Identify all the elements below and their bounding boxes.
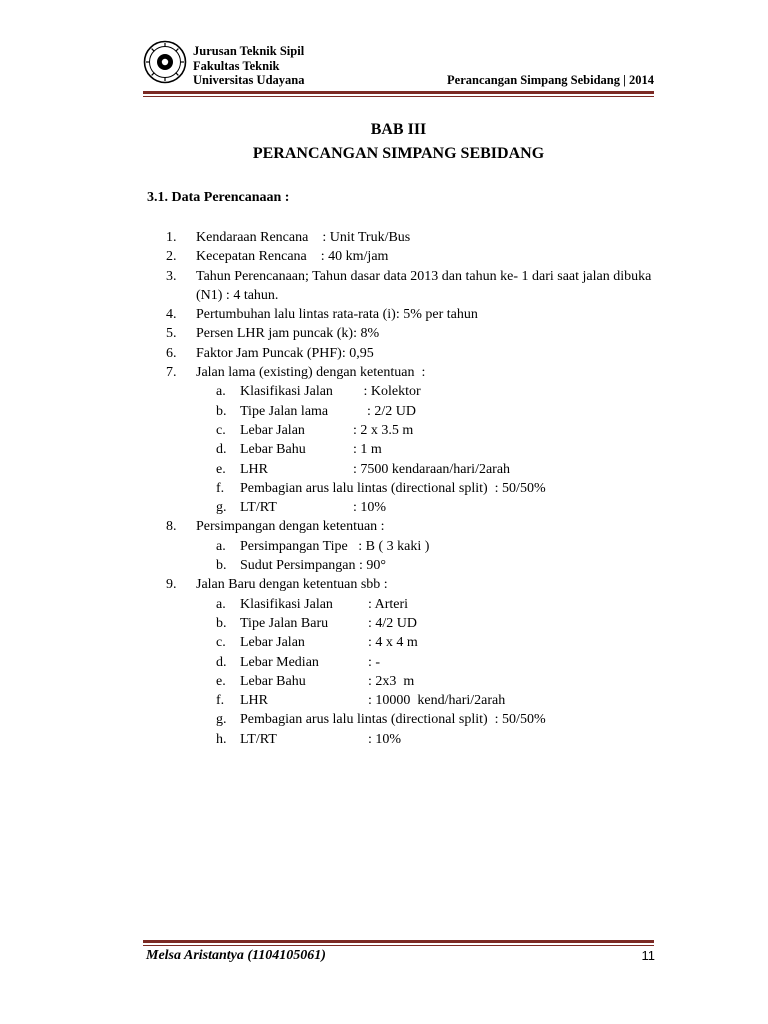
sub-item	[166, 421, 661, 440]
sub-item	[166, 710, 661, 729]
sub-item-letter: g.	[216, 712, 227, 728]
sub-item-key: LHR	[240, 461, 268, 477]
list-item	[166, 267, 661, 306]
item-number: 7.	[166, 365, 177, 381]
sub-item-value: : 2/2 UD	[353, 403, 416, 419]
item-number: 9.	[166, 577, 177, 593]
sub-item-letter: h.	[216, 731, 227, 747]
sub-item-key: Klasifikasi Jalan	[240, 384, 333, 400]
footer-author: Melsa Aristantya (1104105061)	[146, 948, 326, 963]
sub-item	[166, 440, 661, 459]
sub-item-letter: b.	[216, 558, 227, 574]
sub-item	[166, 614, 661, 633]
list-item	[166, 344, 661, 363]
sub-item-key: Lebar Bahu	[240, 673, 306, 689]
sub-item-key: Lebar Jalan	[240, 635, 305, 651]
item-text: Jalan lama (existing) dengan ketentuan :	[196, 365, 426, 381]
sub-item-key: Lebar Jalan	[240, 422, 305, 438]
sub-item	[166, 672, 661, 691]
sub-item-letter: d.	[216, 654, 227, 670]
header-document-title: Perancangan Simpang Sebidang | 2014	[447, 73, 654, 87]
list-item	[166, 247, 661, 266]
sub-item-value: : 4 x 4 m	[368, 635, 418, 651]
sub-item-value: : 2x3 m	[368, 673, 415, 689]
sub-item-key: Sudut Persimpangan : 90°	[240, 558, 386, 574]
item-text: Pertumbuhan lalu lintas rata-rata (i): 5% per tahun	[196, 307, 478, 323]
sub-item-letter: f.	[216, 480, 225, 496]
sub-item-letter: b.	[216, 403, 227, 419]
sub-item-key: Pembagian arus lalu lintas (directional split) : 50/50%	[240, 480, 546, 496]
sub-item-letter: d.	[216, 442, 227, 458]
item-number: 5.	[166, 326, 177, 342]
sub-item	[166, 537, 661, 556]
sub-item-key: Klasifikasi Jalan	[240, 596, 333, 612]
sub-item-value: : 10000 kend/hari/2arah	[368, 693, 506, 709]
sub-item-key: LT/RT	[240, 500, 277, 516]
sub-item	[166, 479, 661, 498]
item-number: 8.	[166, 519, 177, 535]
sub-item-value: : 10%	[368, 731, 402, 747]
sub-item	[166, 556, 661, 575]
sub-item-key: LT/RT	[240, 731, 277, 747]
item-text: Tahun Perencanaan; Tahun dasar data 2013 dan tahun ke- 1 dari saat jalan dibuka (N1) : 4 tahun.	[196, 268, 652, 303]
sub-item-value: : 10%	[353, 500, 387, 516]
chapter-title: PERANCANGAN SIMPANG SEBIDANG	[252, 145, 545, 162]
sub-item-value: : -	[368, 654, 381, 670]
sub-item-letter: c.	[216, 635, 226, 651]
list-item	[166, 305, 661, 324]
sub-item-key: Persimpangan Tipe : B ( 3 kaki )	[240, 538, 430, 554]
item-text: Faktor Jam Puncak (PHF): 0,95	[196, 345, 374, 361]
sub-item	[166, 730, 661, 749]
chapter-number: BAB III	[370, 121, 427, 138]
sub-item-value: : Arteri	[368, 596, 409, 612]
sub-item	[166, 498, 661, 517]
sub-item-key: Lebar Median	[240, 654, 319, 670]
section-heading: 3.1. Data Perencanaan :	[147, 190, 290, 205]
item-text: Kecepatan Rencana : 40 km/jam	[196, 249, 389, 265]
sub-item	[166, 460, 661, 479]
sub-item	[166, 691, 661, 710]
sub-item-letter: a.	[216, 538, 226, 554]
list-item	[166, 228, 661, 247]
header-divider-thick	[143, 91, 654, 94]
footer-divider-thin	[143, 945, 654, 946]
sub-item-letter: a.	[216, 384, 226, 400]
sub-item-value: : 7500 kendaraan/hari/2arah	[353, 461, 511, 477]
item-text: Persimpangan dengan ketentuan :	[196, 519, 385, 535]
list-item	[166, 575, 661, 594]
item-number: 4.	[166, 307, 177, 323]
sub-item-key: Tipe Jalan Baru	[240, 615, 329, 631]
sub-item-value: : 2 x 3.5 m	[353, 422, 414, 438]
sub-item-letter: e.	[216, 673, 226, 689]
sub-item-letter: g.	[216, 500, 227, 516]
sub-item-value: : Kolektor	[353, 384, 421, 400]
sub-item-letter: e.	[216, 461, 226, 477]
list-item	[166, 363, 661, 382]
sub-item-key: LHR	[240, 693, 268, 709]
sub-item-key: Pembagian arus lalu lintas (directional split) : 50/50%	[240, 712, 546, 728]
item-number: 2.	[166, 249, 177, 265]
header-institution	[193, 44, 304, 88]
list-item	[166, 324, 661, 343]
university-seal-icon	[143, 40, 187, 84]
sub-item	[166, 382, 661, 401]
list-item	[166, 517, 661, 536]
header-university: Universitas Udayana	[193, 73, 305, 87]
item-text: Jalan Baru dengan ketentuan sbb :	[196, 577, 388, 593]
sub-item-key: Tipe Jalan lama	[240, 403, 329, 419]
sub-item-key: Lebar Bahu	[240, 442, 306, 458]
header-divider-thin	[143, 96, 654, 97]
sub-item-letter: f.	[216, 693, 225, 709]
item-number: 1.	[166, 230, 177, 245]
sub-item-value: : 1 m	[353, 442, 382, 458]
header-department: Jurusan Teknik Sipil	[193, 44, 305, 58]
page-number: 11	[641, 948, 655, 963]
sub-item-letter: b.	[216, 615, 227, 631]
sub-item-value: : 4/2 UD	[368, 615, 417, 631]
planning-data-list	[166, 228, 661, 749]
sub-item	[166, 595, 661, 614]
footer-divider-thick	[143, 940, 654, 943]
item-text: Kendaraan Rencana : Unit Truk/Bus	[196, 230, 411, 245]
item-number: 3.	[166, 268, 177, 284]
header-faculty: Fakultas Teknik	[193, 58, 280, 73]
item-number: 6.	[166, 345, 177, 361]
sub-item	[166, 402, 661, 421]
sub-item-letter: c.	[216, 422, 226, 438]
sub-item	[166, 633, 661, 652]
item-text: Persen LHR jam puncak (k): 8%	[196, 326, 380, 342]
sub-item	[166, 653, 661, 672]
sub-item-letter: a.	[216, 596, 226, 612]
